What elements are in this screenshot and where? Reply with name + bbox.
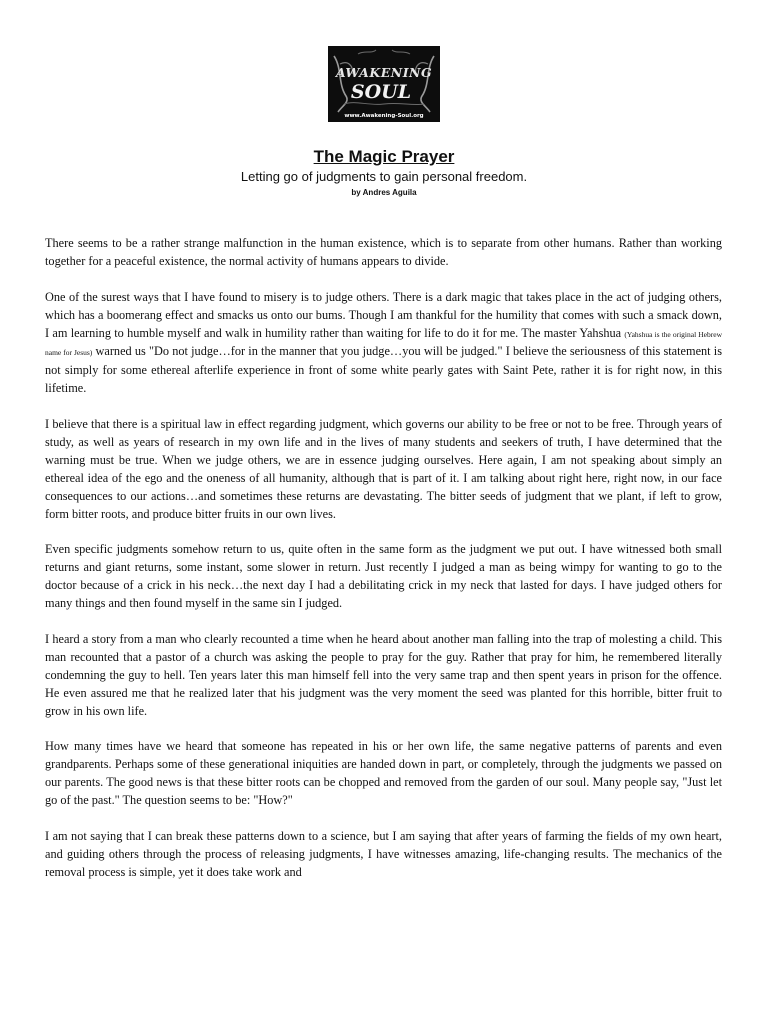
paragraph-text: warned us "Do not judge…for in the manner that you judge…you will be judged." I believe the seriousness of this statement is not simply for some ethereal afterlife experience in front of some white pearly gates with Saint Pete, rather it is for right now, in this lifetime. — [45, 344, 722, 396]
page-title: The Magic Prayer — [313, 147, 455, 166]
awakening-soul-logo — [328, 46, 440, 122]
page-subtitle: Letting go of judgments to gain personal freedom. — [240, 169, 528, 184]
paragraph: I heard a story from a man who clearly recounted a time when he heard about another man falling into the trap of molesting a child. This man recounted that a pastor of a church was asking the people to pray for the guy. Rather that pray for him, he remembered literally condemning the guy to hell. Ten years later this man himself fell into the very same trap and then spent years in prison for the offence. He even assured me that he realized later that his judgment was the very moment the seed was planted for this horrible, bitter fruit to grow in his own life. — [45, 631, 722, 718]
paragraph-text: One of the surest ways that I have found to misery is to judge others. There is a dark magic that takes place in the act of judging others, which has a boomerang effect and smacks us onto our bums. Though I am thankful for the humility that comes with such a smack down, I am learning to humble myself and walk in humility rather than waiting for life to do it for me. The master Yahshua — [45, 289, 722, 340]
logo-url: www.Awakening-Soul.org — [344, 113, 424, 119]
byline: by Andres Aguila — [351, 188, 417, 197]
paragraph: Even specific judgments somehow return to us, quite often in the same form as the judgment we put out. I have witnessed both small returns and giant returns, some instant, some slower in return. Just recently I judged a man as being wimpy for wanting to go to the doctor because of a crick in his neck…the next day I had a debilitating crick in my neck that lasted for days. I have judged others for many things and then found myself in the same sin I judged. — [45, 542, 722, 611]
logo-graphic — [328, 46, 440, 122]
paragraph: I believe that there is a spiritual law in effect regarding judgment, which governs our ability to be free or not to be free. Through years of study, as well as years of research in my own life and in the lives of many students and seekers of truth, I have determined that the warning must be true. When we judge others, we are in essence judging ourselves. Here again, I am not speaking about simply an ethereal idea of the ego and the oneness of all humanity, although that is part of it. I am talking about right here, right now, in our face consequences to our actions…and sometimes these returns are devastating. The bitter seeds of judgment that we plant, if left to grow, form bitter roots, and produce bitter fruits in our own lives. — [45, 417, 722, 521]
article-body — [45, 235, 722, 899]
logo-word-top: AWAKENING — [335, 65, 433, 80]
paragraph: There seems to be a rather strange malfunction in the human existence, which is to separate from other humans. Rather than working together for a peaceful existence, the normal activity of humans appears to divide. — [45, 236, 722, 268]
footnote-text: (Yahshua is the original Hebrew name for Jesus) — [45, 329, 722, 358]
paragraph: How many times have we heard that someone has repeated in his or her own life, the same negative patterns of parents and even grandparents. Perhaps some of these generational iniquities are handed down in part, or completely, through the judgments we passed on our parents. The good news is that these bitter roots can be chopped and removed from the garden of our soul. Many people say, "Just let go of the past." The question seems to be: "How?" — [45, 739, 722, 808]
logo-word-bottom: SOUL — [350, 81, 412, 103]
paragraph: I am not saying that I can break these patterns down to a science, but I am saying that after years of farming the fields of my own heart, and guiding others through the process of releasing judgments, I have witnesses amazing, life-changing results. The mechanics of the removal process is simple, yet it does take work and — [45, 828, 722, 879]
paragraph — [45, 289, 722, 398]
